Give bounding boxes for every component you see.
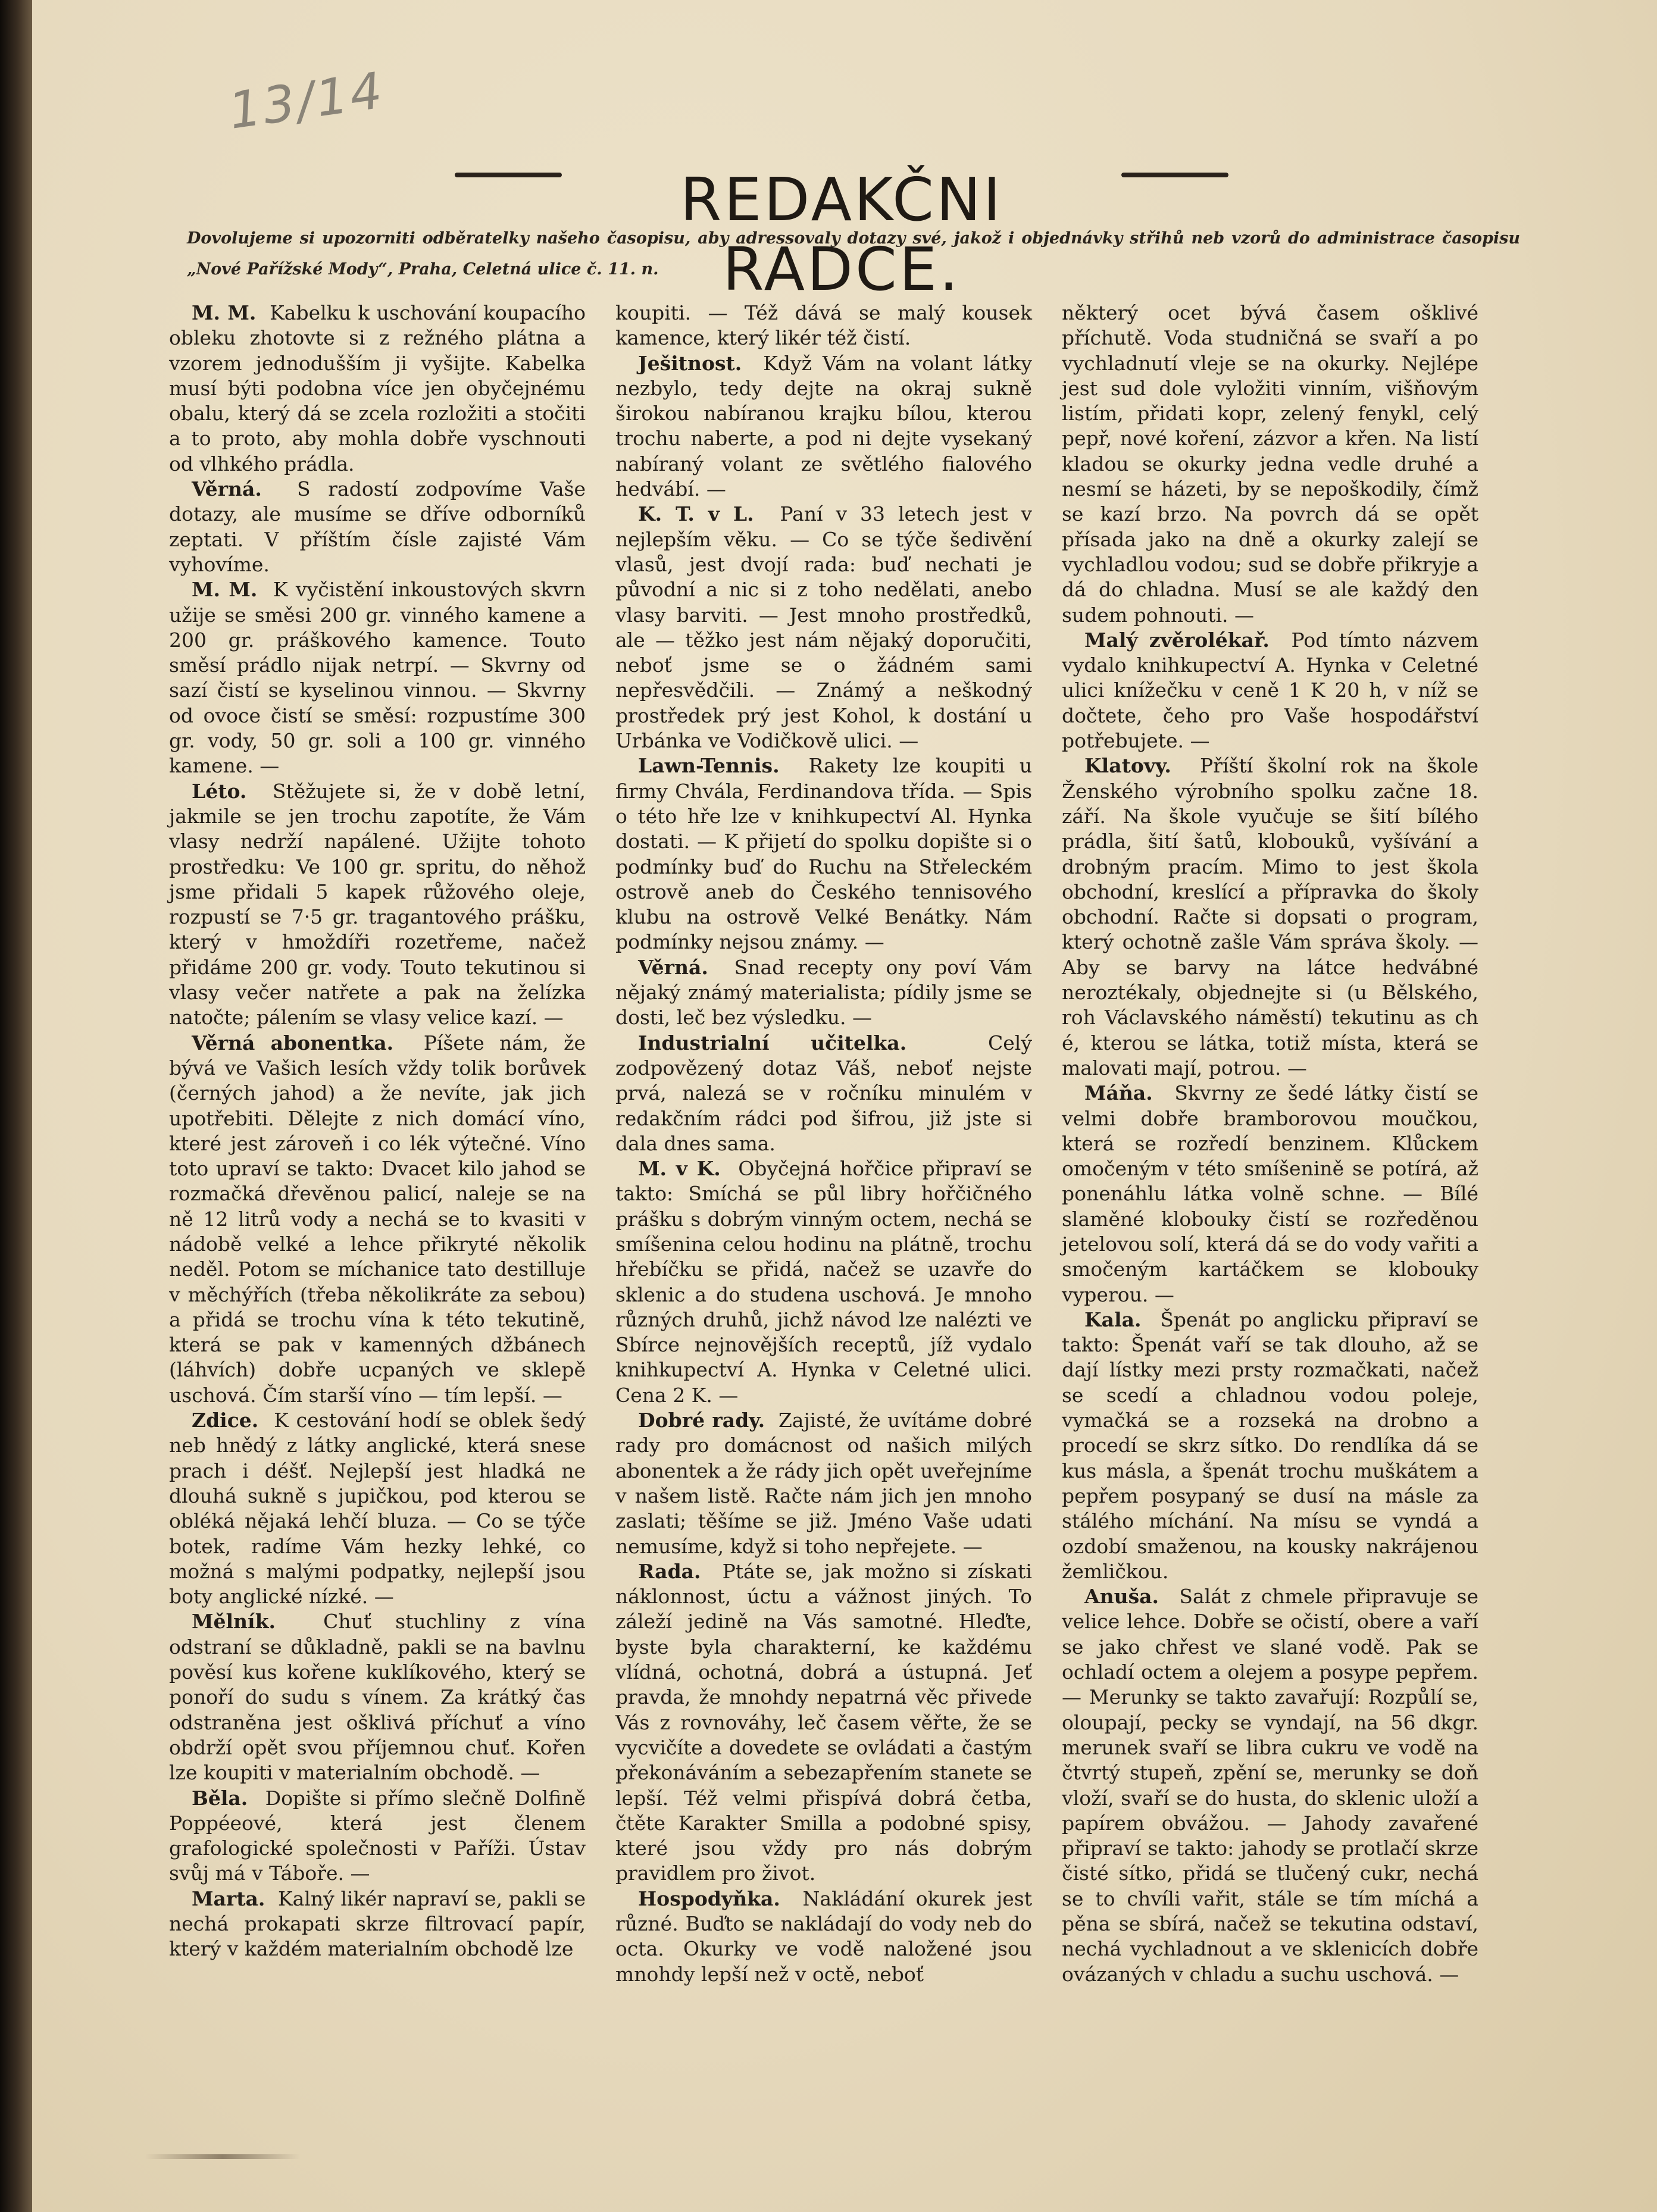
reply-entry — [615, 955, 1032, 1031]
reply-entry — [169, 577, 586, 778]
reply-entry — [169, 1408, 586, 1609]
reply-text: K vyčistění inkoustových skvrn užije se směsi 200 gr. vinného kamene a 200 gr. práškového kamence. Touto směsí prádlo nijak netrpí. — Skvrny od sazí čistí se kyselinou vinnou. — Skvrny od ovoce čistí se směsí: rozpustíme 300 gr. vody, 50 gr. soli a 100 gr. vinného kamene. — — [169, 578, 586, 778]
reply-addressee: Věrná. — [192, 477, 262, 501]
reply-addressee: Léto. — [192, 779, 247, 803]
reply-entry — [1062, 753, 1478, 1081]
reply-text: K cestování hodí se oblek šedý neb hnědý z látky anglické, která snese prach i déšť. Nejlepší jest hladká ne dlouhá sukně s jupičkou, pod kterou se obléká nějaká lehčí bluza. — Co se týče botek, radíme Vám hezky lehké, co možná s malými podpatky, nejlepší jsou boty anglické nízké. — — [169, 1409, 586, 1609]
reply-text: Salát z chmele připravuje se velice lehce. Dobře se očistí, obere a vaří se jako chřest ve slané vodě. Pak se ochladí octem a olejem a posype pepřem. — Merunky se takto zavařují: Rozpůlí se, oloupají, pecky se vyndají, na 56 dkgr. merunek svaří se libra cukru ve vodě na čtvrtý stupeň, zpění se, merunky se doň vloží, svaří se do husta, do sklenic uloží a papírem obvážou. — Jahody zavařené připraví se takto: jahody se protlačí skrze čisté sítko, přidá se tlučený cukr, nechá se to chvíli vařit, stále se tím míchá a pěna se sbírá, načež se tekutina odstaví, nechá vychladnout a ve sklenicích dobře ovázaných v chladu a suchu uschová. — — [1062, 1585, 1479, 1986]
reply-text: Nakládání okurek jest různé. Buďto se nakládají do vody neb do octa. Okurky ve vodě naložené jsou mnohdy lepší než v octě, neboť — [615, 1886, 1032, 1986]
reply-entry — [615, 1156, 1032, 1408]
reply-entry — [1062, 1081, 1478, 1307]
reply-entry — [615, 301, 1032, 351]
reply-entry — [1062, 301, 1478, 628]
reply-text: Špenát po anglicku připraví se takto: Špenát vaří se tak dlouho, až se dají lístky mezi prsty rozmačkati, načež se scedí a chladnou vodou poleje, vymačká se a rozseká na drobno a procedí se skrz sítko. Do rendlíka dá se kus másla, a špenát trochu muškátem a pepřem posypaný se dusí na másle za stálého míchání. Na mísu se vyndá a ozdobí smaženou, na kousky nakrájenou žemličkou. — [1062, 1307, 1479, 1583]
reply-entry — [169, 1886, 586, 1962]
reply-addressee: Industrialní učitelka. — [638, 1031, 907, 1055]
reply-entry — [1062, 1307, 1478, 1584]
reply-addressee: Anuša. — [1084, 1585, 1159, 1609]
reply-addressee: Zdice. — [192, 1409, 259, 1432]
reply-entry — [615, 502, 1032, 753]
column-2 — [615, 301, 1032, 1987]
reply-addressee: K. T. v L. — [638, 502, 754, 526]
reply-entry — [615, 1031, 1032, 1156]
reply-text: Zajisté, že uvítáme dobré rady pro domácnost od našich milých abonentek a že rády jich opět uveřejníme v našem listě. Račte nám jich jen mnoho zaslati; těšíme se již. Jméno Vaše udati nemusíme, když si toho nepřejete. — — [615, 1409, 1033, 1558]
column-3 — [1062, 301, 1478, 1987]
reply-entry — [615, 753, 1032, 955]
reply-entry — [615, 1559, 1032, 1886]
page-title: REDAKČNI RADCE. — [680, 165, 1003, 304]
reply-addressee: Dobré rady. — [638, 1409, 765, 1432]
reply-addressee: Mělník. — [192, 1610, 276, 1634]
reply-entry — [615, 1886, 1032, 1987]
reply-addressee: Máňa. — [1084, 1081, 1153, 1105]
reply-addressee: M. M. — [192, 578, 258, 602]
book-binding-edge — [0, 0, 32, 2212]
reply-text: koupiti. — Též dává se malý kousek kamence, který likér též čistí. — [615, 301, 1032, 350]
scanned-page — [32, 0, 1657, 2212]
column-1 — [169, 301, 586, 1962]
reply-entry — [169, 301, 586, 477]
reply-entry — [169, 1609, 586, 1785]
reply-entry — [1062, 1584, 1478, 1987]
reply-addressee: Věrná abonentka. — [192, 1031, 394, 1055]
reply-text: Když Vám na volant látky nezbylo, tedy dejte na okraj sukně širokou nabíranou krajku bílou, kterou trochu naberte, a pod ni dejte vysekaný nabíraný volant ze světlého fialového hedvábí. — — [615, 351, 1032, 501]
reply-entry — [169, 1031, 586, 1408]
reply-entry — [169, 477, 586, 577]
paper-stain — [145, 2154, 300, 2159]
reply-text: Kabelku k uschování koupacího obleku zhotovte si z režného plátna a vzorem jednodušším ji vyšijte. Kabelka musí býti podobna více jen obyčejnému obalu, který dá se zcela rozložiti a stočiti a to proto, aby mohla dobře vyschnouti od vlhkého prádla. — [169, 301, 586, 475]
reply-entry — [169, 779, 586, 1031]
reply-text: Rakety lze koupiti u firmy Chvála, Ferdinandova třída. — Spis o této hře lze v knihkupectví Al. Hynka dostati. — K přijetí do spolku dopište si o podmínky buď do Ruchu na Střeleckém ostrově aneb do Českého tennisového klubu na ostrově Velké Benátky. Nám podmínky nejsou známy. — — [615, 754, 1032, 954]
reply-text: Píšete nám, že bývá ve Vašich lesích vždy tolik borůvek (černých jahod) a že nevíte, jak jich upotřebiti. Dělejte z nich domácí víno, které jest zároveň i co lék výtečné. Víno toto upraví se takto: Dvacet kilo jahod se rozmačká dřevěnou palicí, naleje se na ně 12 litrů vody a nechá se to kvasiti v nádobě velké a lehce přikryté několik neděl. Potom se míchanice tato destilluje v měchýřích (třeba několikráte za sebou) a přidá se trochu vína k této tekutině, která se pak v kamenných džbánech (láhvích) dobře ucpaných ve sklepě uschová. Čím starší víno — tím lepší. — — [169, 1031, 586, 1407]
reply-text: S radostí zodpovíme Vaše dotazy, ale musíme se dříve odborníků zeptati. V příštím čísle zajisté Vám vyhovíme. — [169, 477, 586, 576]
reply-addressee: Věrná. — [638, 955, 708, 979]
reply-entry — [169, 1786, 586, 1886]
reply-addressee: M. v K. — [638, 1157, 721, 1181]
reply-entry — [615, 1408, 1032, 1559]
reply-text: Paní v 33 letech jest v nejlepším věku. — Co se týče šedivění vlasů, jest dvojí rada: buď nechati je původní a nic si z toho nedělati, anebo vlasy barviti. — Jest mnoho prostředků, ale — těžko jest nám nějaký doporučiti, neboť jsme se o žádném sami nepřesvědčili. — Známý a neškodný prostředek prý jest Kohol, k dostání u Urbánka ve Vodičkově ulici. — — [615, 502, 1032, 753]
reply-entry — [615, 351, 1032, 502]
reply-text: Snad recepty ony poví Vám nějaký známý materialista; pídily jsme se dosti, leč bez výsledku. — — [615, 955, 1033, 1030]
reply-addressee: Běla. — [192, 1786, 248, 1810]
reply-text: Pod tímto názvem vydalo knihkupectví A. Hynka v Celetné ulici knížečku v ceně 1 K 20 h, v níž se dočtete, čeho pro Vaše hospodářství potřebujete. — — [1062, 628, 1478, 753]
reply-text: Kalný likér napraví se, pakli se nechá prokapati skrze filtrovací papír, který v každém materialním obchodě lze — [169, 1886, 586, 1961]
reply-text: Celý zodpovězený dotaz Váš, neboť nejste prvá, nalezá se v ročníku minulém v redakčním rádci pod šifrou, již jste si dala dnes sama. — [615, 1031, 1032, 1155]
reply-addressee: Rada. — [638, 1559, 701, 1583]
reply-addressee: Klatovy. — [1084, 754, 1171, 778]
reply-addressee: Kala. — [1084, 1307, 1142, 1331]
reply-entry — [1062, 628, 1478, 753]
pencil-page-note: 13/14 — [225, 61, 388, 140]
title-rule-left — [455, 173, 562, 177]
reply-addressee: Ješitnost. — [638, 351, 742, 375]
reply-addressee: Marta. — [192, 1886, 265, 1910]
reply-text: Ptáte se, jak možno si získati náklonnost, úctu a vážnost jiných. To záleží jedině na Vás samotné. Hleďte, byste byla charakterní, ke každému vlídná, ochotná, dobrá a ústupná. Jeť pravda, že mnohdy nepatrná věc přivede Vás z rovnováhy, leč časem věřte, že se vycvičíte a dovedete se ovládati a častým překonáváním a sebezapřením stanete se lepší. Též velmi přispívá dobrá četba, čtěte Karakter Smilla a podobné spisy, které jsou vždy pro nás dobrým pravidlem pro život. — [615, 1559, 1032, 1885]
title-rule-right — [1121, 173, 1228, 177]
reply-addressee: Hospodyňka. — [638, 1886, 780, 1910]
reply-text: Chuť stuchliny z vína odstraní se důkladně, pakli se na bavlnu pověsí kus kořene kuklíkového, který se ponoří do sudu s vínem. Za krátký čas odstraněna jest ošklivá příchuť a víno obdrží opět svou příjemnou chuť. Kořen lze koupiti v materialním obchodě. — — [169, 1610, 586, 1785]
reply-addressee: M. M. — [192, 301, 257, 324]
reply-text: Příští školní rok na škole Ženského výrobního spolku začne 18. září. Na škole vyučuje se šití bílého prádla, šití šatů, klobouků, vyšívání a drobným pracím. Mimo to jest škola obchodní, kreslící a přípravka do školy obchodní. Račte si dopsati o program, který ochotně zašle Vám správa školy. — Aby se barvy na látce hedvábné neroztékaly, objednejte si (u Bělského, roh Václavského náměstí) tekutinu as ch é, kterou se látka, totiž místa, která se malovati mají, potrou. — — [1062, 754, 1479, 1080]
reply-text: Stěžujete si, že v době letní, jakmile se jen trochu zapotíte, že Vám vlasy nedrží napálené. Užijte tohoto prostředku: Ve 100 gr. spritu, do něhož jsme přidali 5 kapek růžového oleje, rozpustí se 7·5 gr. tragantového prášku, který v hmoždíři rozetřeme, načež přidáme 200 gr. vody. Touto tekutinou si vlasy večer natřete a pak na želízka natočte; pálením se vlasy velice kazí. — — [169, 779, 586, 1030]
reply-text: Obyčejná hořčice připraví se takto: Smíchá se půl libry hořčičného prášku s dobrým vinným octem, nechá se smíšenina celou hodinu na plátně, trochu hřebíčku se přidá, načež se uzavře do sklenic a do studena uschová. Je mnoho různých druhů, jichž návod lze nalézti ve Sbírce nejnovějších receptů, jíž vydalo knihkupectví A. Hynka v Celetné ulici. Cena 2 K. — — [615, 1157, 1032, 1407]
reply-addressee: Malý zvěrolékař. — [1084, 628, 1270, 652]
reply-text: Skvrny ze šedé látky čistí se velmi dobře bramborovou moučkou, která se rozředí benzinem. Klůckem omočeným v této smíšenině se potírá, až ponenáhlu látka volně schne. — Bílé slaměné klobouky čistí se rozředěnou jetelovou solí, která dá se do vody vařiti a smočeným kartáčkem se klobouky vyperou. — — [1062, 1081, 1479, 1306]
reply-addressee: Lawn-Tennis. — [638, 754, 780, 778]
reply-text: Dopište si přímo slečně Dolfině Poppéeové, která jest členem grafologické společnosti v Paříži. Ústav svůj má v Táboře. — — [169, 1786, 586, 1885]
reply-text: některý ocet bývá časem ošklivé příchutě. Voda studničná se svaří a po vychladnutí vleje se na okurky. Nejlépe jest sud dole vyložiti vinním, višňovým listím, přidati kopr, zelený fenykl, celý pepř, nové koření, zázvor a křen. Na listí kladou se okurky jedna vedle druhé a nesmí se házeti, by se nepoškodily, čímž se kazí brzo. Na povrch dá se opět přísada jako na dně a okurky zalejí se vychladlou vodou; sud se dobře přikryje a dá do chladna. Musí se ale každý den sudem pohnouti. — — [1062, 301, 1478, 627]
editorial-notice: Dovolujeme si upozorniti odběratelky našeho časopisu, aby adressovaly dotazy své, jakož i objednávky střihů neb vzorů do administrace časopisu „Nové Pařížské Mody“, Praha, Celetná ulice č. 11. n. — [187, 229, 1520, 279]
